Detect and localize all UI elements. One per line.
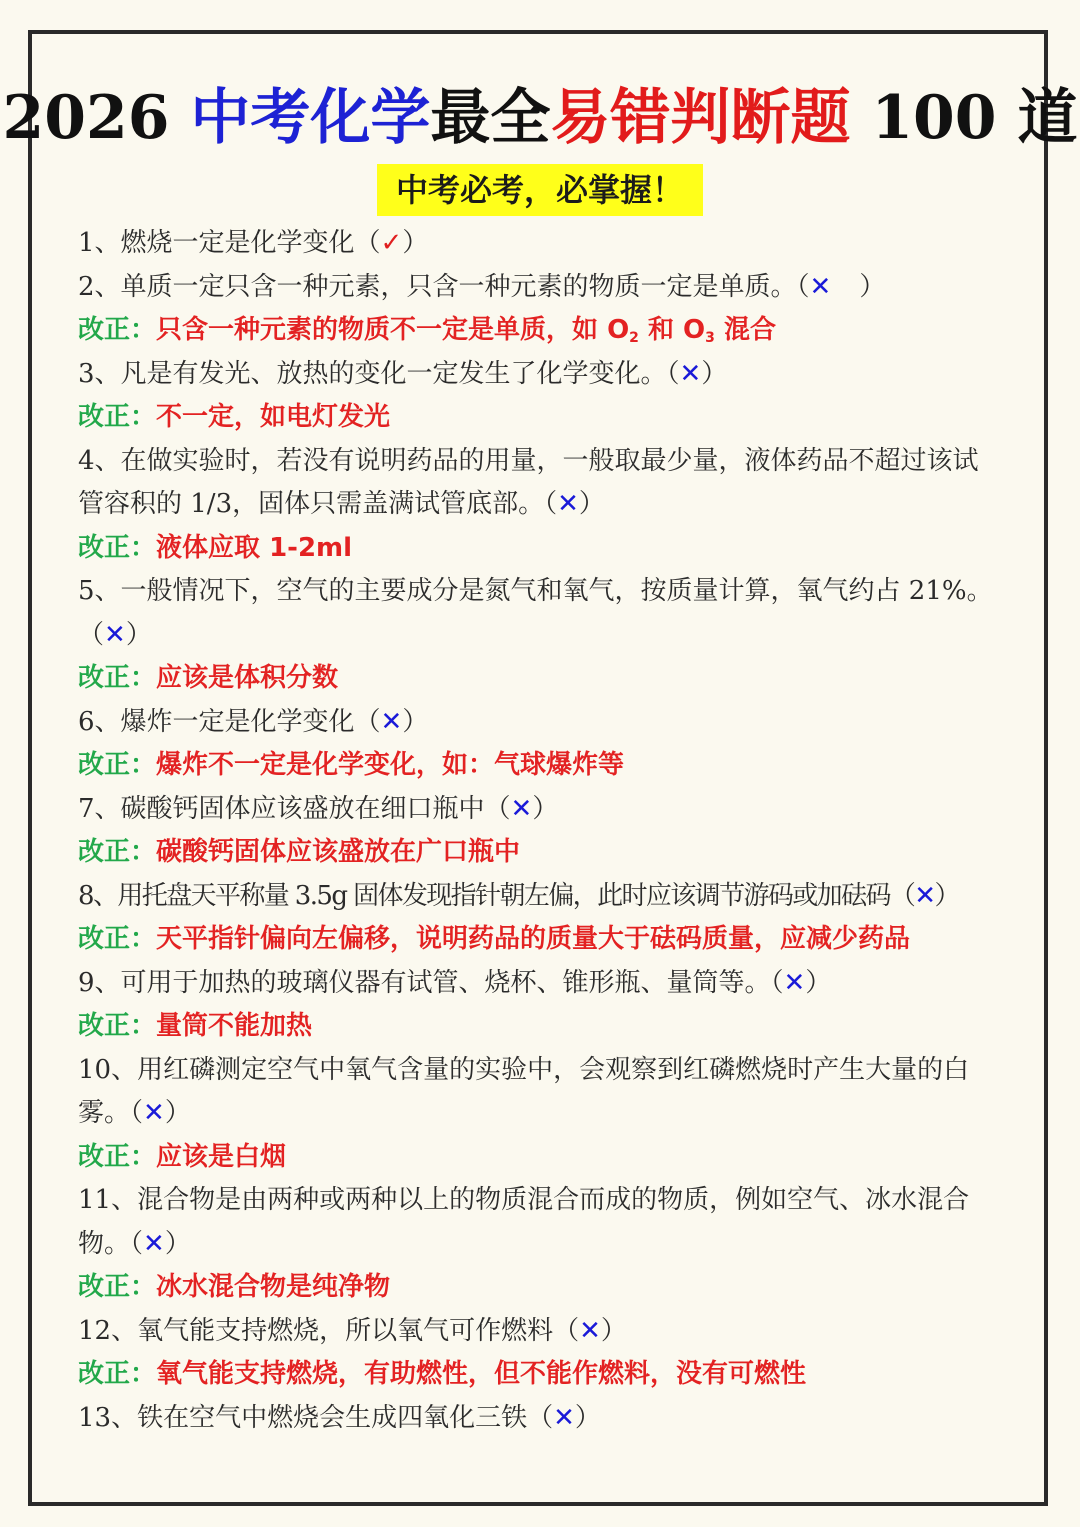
cross-mark-icon: ✕ bbox=[557, 489, 579, 519]
check-mark-icon: ✓ bbox=[380, 228, 403, 258]
correction-label: 改正： bbox=[78, 532, 157, 563]
correction-5: 改正：应该是体积分数 bbox=[78, 663, 339, 693]
cross-mark-icon: ✕ bbox=[809, 271, 832, 302]
cross-mark-icon: ✕ bbox=[104, 619, 126, 650]
correction-label: 改正： bbox=[78, 315, 157, 345]
correction-9: 改正：量筒不能加热 bbox=[78, 1011, 313, 1041]
title-subject: 中考化学 bbox=[190, 83, 431, 153]
title-topic: 易错判断题 bbox=[550, 83, 851, 153]
correction-12: 改正：氧气能支持燃烧，有助燃性，但不能作燃料，没有可燃性 bbox=[78, 1359, 807, 1389]
cross-mark-icon: ✕ bbox=[579, 1315, 601, 1346]
question-5-line-1: 5、一般情况下，空气的主要成分是氮气和氧气，按质量计算，氧气约占 21%。 bbox=[78, 576, 993, 606]
question-11-line-1: 11、混合物是由两种或两种以上的物质混合而成的物质，例如空气、冰水混合 bbox=[78, 1185, 970, 1215]
question-4-line-2: 管容积的 1/3，固体只需盖满试管底部。（✕） bbox=[78, 489, 605, 519]
correction-label: 改正： bbox=[78, 1011, 157, 1041]
correction-label: 改正： bbox=[78, 402, 157, 432]
correction-label: 改正： bbox=[78, 924, 157, 954]
question-5-line-2: （✕） bbox=[78, 619, 152, 650]
correction-label: 改正： bbox=[78, 663, 157, 693]
correction-11: 改正：冰水混合物是纯净物 bbox=[78, 1272, 391, 1302]
cross-mark-icon: ✕ bbox=[143, 1228, 165, 1259]
cross-mark-icon: ✕ bbox=[553, 1402, 575, 1433]
question-2: 2、单质一定只含一种元素，只含一种元素的物质一定是单质。（✕ ） bbox=[78, 271, 886, 302]
correction-label: 改正： bbox=[78, 750, 157, 780]
correction-6: 改正：爆炸不一定是化学变化，如：气球爆炸等 bbox=[78, 750, 625, 780]
question-list bbox=[78, 222, 1008, 1440]
correction-8: 改正：天平指针偏向左偏移，说明药品的质量大于砝码质量，应减少药品 bbox=[78, 924, 911, 954]
cross-mark-icon: ✕ bbox=[510, 793, 533, 824]
question-7: 7、碳酸钙固体应该盛放在细口瓶中（✕） bbox=[78, 793, 559, 824]
cross-mark-icon: ✕ bbox=[679, 358, 702, 389]
correction-3: 改正：不一定，如电灯发光 bbox=[78, 402, 391, 432]
question-12: 12、氧气能支持燃烧，所以氧气可作燃料（✕） bbox=[78, 1315, 627, 1346]
subtitle-banner: 中考必考，必掌握！ bbox=[377, 164, 703, 216]
title-year: 2026 bbox=[2, 83, 170, 153]
question-8: 8、用托盘天平称量 3.5g 固体发现指针朝左偏，此时应该调节游码或加砝码（✕） bbox=[78, 880, 959, 911]
page-title bbox=[0, 78, 1080, 158]
correction-2: 改正：只含一种元素的物质不一定是单质，如 $O_2$ 和 $O_3$ 混合 bbox=[78, 315, 776, 346]
question-10-line-1: 10、用红磷测定空气中氧气含量的实验中，会观察到红磷燃烧时产生大量的白 bbox=[78, 1054, 970, 1085]
correction-label: 改正： bbox=[78, 837, 157, 867]
cross-mark-icon: ✕ bbox=[380, 706, 403, 737]
correction-label: 改正： bbox=[78, 1272, 157, 1302]
title-count: 100 道 bbox=[871, 83, 1078, 153]
cross-mark-icon: ✕ bbox=[914, 880, 935, 911]
question-3: 3、凡是有发光、放热的变化一定发生了化学变化。（✕） bbox=[78, 358, 728, 389]
question-6: 6、爆炸一定是化学变化（✕） bbox=[78, 706, 429, 737]
question-4-line-1: 4、在做实验时，若没有说明药品的用量，一般取最少量，液体药品不超过该试 bbox=[78, 445, 979, 476]
question-11-line-2: 物。（✕） bbox=[78, 1228, 191, 1259]
question-13: 13、铁在空气中燃烧会生成四氧化三铁（✕） bbox=[78, 1402, 601, 1433]
question-10-line-2: 雾。（✕） bbox=[78, 1098, 191, 1128]
title-most-complete: 最全 bbox=[430, 83, 551, 153]
correction-4: 改正：液体应取 1-2ml bbox=[78, 532, 353, 563]
question-9: 9、可用于加热的玻璃仪器有试管、烧杯、锥形瓶、量筒等。（✕） bbox=[78, 967, 832, 998]
cross-mark-icon: ✕ bbox=[783, 967, 806, 998]
correction-label: 改正： bbox=[78, 1141, 157, 1172]
question-1: 1、燃烧一定是化学变化（✓） bbox=[78, 228, 429, 258]
correction-7: 改正：碳酸钙固体应该盛放在广口瓶中 bbox=[78, 837, 521, 867]
correction-10: 改正：应该是白烟 bbox=[78, 1141, 287, 1172]
correction-label: 改正： bbox=[78, 1359, 157, 1389]
cross-mark-icon: ✕ bbox=[143, 1098, 165, 1128]
